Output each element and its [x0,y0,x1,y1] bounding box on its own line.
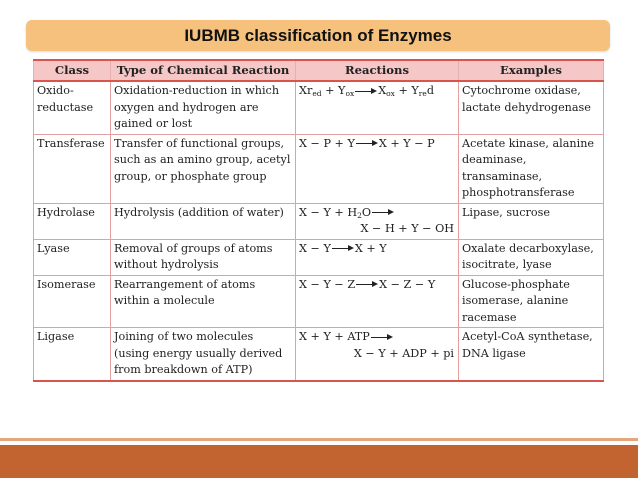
table-row [34,275,604,328]
type-cell: Joining of two molecules (using energy usually derived from breakdown of ATP) [111,328,296,381]
reaction-equation [299,83,455,100]
reaction-cell [296,134,459,203]
title-banner [26,20,610,51]
type-cell: Hydrolysis (addition of water) [111,203,296,239]
reaction-arrow-icon [371,333,393,341]
reactant-text: O [361,205,372,219]
reactant-text: X + Y + ATP [299,330,370,343]
examples-cell: Acetate kinase, alanine deaminase, transaminase, phosphotransferase [459,134,604,203]
product-text: X + Y − P [378,136,435,150]
class-cell: Transferase [34,134,111,203]
table-row [34,81,604,134]
reaction-cell [296,328,459,381]
product-text: X + Y [354,241,387,255]
reactant-text: X − Y − Z [299,277,356,291]
reaction-products: X − H + Y − OH [360,222,454,235]
table-row [34,328,604,381]
subscript: ox [345,89,355,98]
reaction-products: X − Y + ADP + pi [353,346,454,360]
reaction-arrow-icon [356,140,378,148]
product-text: X − Z − Y [379,277,436,291]
reaction-equation [299,136,455,153]
subscript: re [418,89,427,98]
reaction-equation [299,329,455,346]
reaction-equation [299,277,455,294]
table-header-row [34,60,604,81]
reaction-arrow-icon [355,87,377,95]
table-row [34,134,604,203]
header-type: Type of Chemical Reaction [111,60,296,81]
reaction-equation [299,205,455,222]
table-row [34,203,604,239]
footer-accent-line [0,438,638,441]
footer-bar [0,445,638,478]
reaction-equation [299,241,455,258]
class-cell: Isomerase [34,275,111,328]
type-cell: Oxidation-reduction in which oxygen and hydrogen are gained or lost [111,81,296,134]
type-cell: Removal of groups of atoms without hydrolysis [111,239,296,275]
reactant-text: X − P + Y [299,136,355,150]
reaction-arrow-icon [356,281,378,289]
examples-cell: Cytochrome oxidase, lactate dehydrogenase [459,81,604,134]
reaction-cell [296,81,459,134]
reactant-text: X − Y + H [299,205,358,219]
reaction-cell [296,203,459,239]
table-row [34,239,604,275]
reaction-cell [296,275,459,328]
product-text: X [378,84,387,97]
type-cell: Transfer of functional groups, such as an amino group, acetyl group, or phosphate group [111,134,296,203]
reactant-text: X − Y [299,241,331,255]
header-reactions: Reactions [296,60,459,81]
header-class: Class [34,60,111,81]
reactant-text: + Y [321,84,346,97]
class-cell: Ligase [34,328,111,381]
header-examples: Examples [459,60,604,81]
examples-cell: Lipase, sucrose [459,203,604,239]
product-text: d [426,84,434,97]
reactant-text: Xr [299,84,313,97]
type-cell: Rearrangement of atoms within a molecule [111,275,296,328]
class-cell: Oxido-reductase [34,81,111,134]
reaction-arrow-icon [332,245,354,253]
class-cell: Lyase [34,239,111,275]
examples-cell: Acetyl-CoA synthetase, DNA ligase [459,328,604,381]
subscript: 2 [357,210,362,220]
subscript: ed [312,89,322,98]
subscript: ox [386,89,395,98]
product-text: + Y [394,84,419,97]
reaction-cell [296,239,459,275]
class-cell: Hydrolase [34,203,111,239]
reaction-arrow-icon [372,209,394,217]
examples-cell: Glucose-phosphate isomerase, alanine racemase [459,275,604,328]
slide-title: IUBMB classification of Enzymes [184,26,452,45]
examples-cell: Oxalate decarboxylase, isocitrate, lyase [459,239,604,275]
enzyme-classification-table [33,59,604,382]
